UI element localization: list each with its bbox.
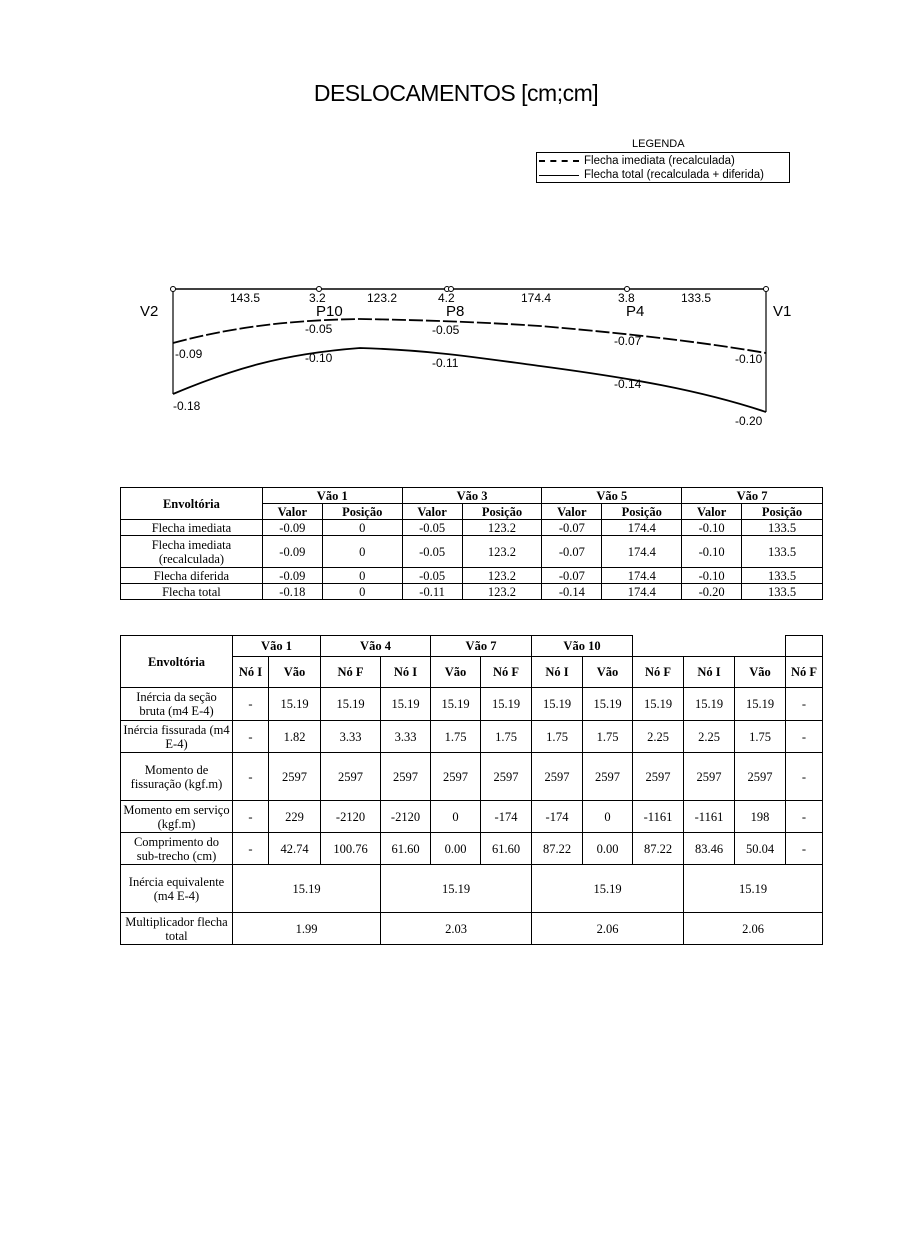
table-cell: 133.5 xyxy=(742,568,823,584)
row-label: Flecha diferida xyxy=(121,568,263,584)
table-cell: 2.03 xyxy=(381,913,532,945)
table-cell: 15.19 xyxy=(381,688,431,721)
table-cell: 2597 xyxy=(583,753,633,801)
table-cell: -0.10 xyxy=(682,568,742,584)
table-cell: 0.00 xyxy=(583,833,633,865)
deflection-value: -0.09 xyxy=(175,347,203,361)
table-cell: 87.22 xyxy=(633,833,684,865)
table-cell: -0.05 xyxy=(402,568,462,584)
legend xyxy=(536,152,790,183)
table-subheader: Nó F xyxy=(481,657,532,688)
table-cell: 15.19 xyxy=(735,688,786,721)
table-cell: 198 xyxy=(735,801,786,833)
table-cell: -0.18 xyxy=(262,584,322,600)
support-marker-v2 xyxy=(171,287,176,292)
table-cell: -1161 xyxy=(633,801,684,833)
table-subheader: Posição xyxy=(742,504,823,520)
table-cell: 2.06 xyxy=(684,913,823,945)
table-body xyxy=(121,520,823,600)
table-cell: 123.2 xyxy=(462,568,542,584)
table-row xyxy=(121,536,823,568)
table-cell: 42.74 xyxy=(269,833,321,865)
table-header-span: Vão 1 xyxy=(262,488,402,504)
table-cell: -174 xyxy=(532,801,583,833)
table-cell: 2597 xyxy=(431,753,481,801)
table-cell: 15.19 xyxy=(684,688,735,721)
table-cell: 0 xyxy=(431,801,481,833)
span-label: 133.5 xyxy=(681,291,712,305)
deflection-value: -0.07 xyxy=(614,334,642,348)
table-cell: 15.19 xyxy=(532,865,684,913)
deflection-value: -0.18 xyxy=(173,399,201,413)
table-cell: -2120 xyxy=(321,801,381,833)
table-cell: 133.5 xyxy=(742,584,823,600)
table-subheader: Vão xyxy=(583,657,633,688)
table-subheader: Posição xyxy=(322,504,402,520)
table-subheader: Vão xyxy=(269,657,321,688)
table-header-span: Vão 10 xyxy=(532,636,633,657)
row-label: Comprimento do sub-trecho (cm) xyxy=(121,833,233,865)
deflection-value: -0.11 xyxy=(432,356,459,370)
deflection-value: -0.20 xyxy=(735,414,763,428)
table-cell: -0.05 xyxy=(402,536,462,568)
table-cell: 2597 xyxy=(321,753,381,801)
table-header-envoltoria: Envoltória xyxy=(121,488,263,520)
table-subheader: Posição xyxy=(602,504,682,520)
empty-cell xyxy=(633,636,684,657)
table-subheader: Nó F xyxy=(786,657,823,688)
table-cell: 15.19 xyxy=(684,865,823,913)
table-row xyxy=(121,688,823,721)
table-cell: 15.19 xyxy=(381,865,532,913)
table-cell: -0.14 xyxy=(542,584,602,600)
table-cell: 100.76 xyxy=(321,833,381,865)
table-cell: -2120 xyxy=(381,801,431,833)
table-cell: -0.10 xyxy=(682,520,742,536)
table-cell: 3.33 xyxy=(381,721,431,753)
table-cell: -1161 xyxy=(684,801,735,833)
table-cell: - xyxy=(786,801,823,833)
table-cell: 133.5 xyxy=(742,520,823,536)
table-cell: - xyxy=(786,721,823,753)
table-cell: 1.82 xyxy=(269,721,321,753)
table-cell: 15.19 xyxy=(233,865,381,913)
table-cell: 87.22 xyxy=(532,833,583,865)
table-cell: -0.09 xyxy=(262,568,322,584)
support-label-v1: V1 xyxy=(773,303,792,320)
row-label: Inércia da seção bruta (m4 E-4) xyxy=(121,688,233,721)
deflection-summary-table xyxy=(120,487,823,600)
table-cell: 2597 xyxy=(735,753,786,801)
table-row xyxy=(121,865,823,913)
table-cell: - xyxy=(786,753,823,801)
total-deflection-curve xyxy=(173,348,766,412)
table-cell: 1.75 xyxy=(532,721,583,753)
table-row xyxy=(121,801,823,833)
support-label-v2: V2 xyxy=(140,303,159,320)
table-cell: -0.09 xyxy=(262,520,322,536)
row-label: Flecha imediata xyxy=(121,520,263,536)
table-cell: 0 xyxy=(322,584,402,600)
table-body xyxy=(121,688,823,945)
table-cell: 61.60 xyxy=(481,833,532,865)
span-label: 123.2 xyxy=(367,291,398,305)
table-subheader: Nó I xyxy=(233,657,269,688)
legend-immediate-label: Flecha imediata (recalculada) xyxy=(584,155,735,167)
table-cell: 2597 xyxy=(381,753,431,801)
table-cell: 61.60 xyxy=(381,833,431,865)
table-row xyxy=(121,721,823,753)
table-cell: -0.11 xyxy=(402,584,462,600)
immediate-deflection-curve xyxy=(173,319,766,353)
solid-line-icon xyxy=(539,175,579,176)
dashed-line-icon xyxy=(539,160,579,162)
table-row xyxy=(121,584,823,600)
deflection-value: -0.05 xyxy=(305,322,333,336)
table-cell: -174 xyxy=(481,801,532,833)
table-cell: 2.06 xyxy=(532,913,684,945)
deflection-diagram xyxy=(0,280,900,440)
table-subheader: Valor xyxy=(402,504,462,520)
table-subheader: Nó I xyxy=(381,657,431,688)
table-cell: 174.4 xyxy=(602,520,682,536)
table-cell: 15.19 xyxy=(431,688,481,721)
table-subheader: Valor xyxy=(262,504,322,520)
table-cell: 3.33 xyxy=(321,721,381,753)
table-cell: 2597 xyxy=(532,753,583,801)
legend-item-immediate xyxy=(539,154,735,168)
table-cell: 15.19 xyxy=(532,688,583,721)
table-cell: - xyxy=(233,801,269,833)
table-cell: 229 xyxy=(269,801,321,833)
row-label: Momento de fissuração (kgf.m) xyxy=(121,753,233,801)
row-label: Flecha total xyxy=(121,584,263,600)
width-label: 4.2 xyxy=(438,291,455,305)
table-header-span: Vão 7 xyxy=(682,488,823,504)
table-cell: 174.4 xyxy=(602,568,682,584)
table-cell: - xyxy=(233,688,269,721)
table-cell: 15.19 xyxy=(633,688,684,721)
table-cell: 15.19 xyxy=(269,688,321,721)
support-label-p4: P4 xyxy=(626,303,645,320)
deflection-value: -0.05 xyxy=(432,323,460,337)
table-cell: -0.07 xyxy=(542,568,602,584)
table-cell: 0 xyxy=(322,536,402,568)
table-cell: 0 xyxy=(583,801,633,833)
table-cell: 2.25 xyxy=(633,721,684,753)
table-cell: 123.2 xyxy=(462,536,542,568)
table-cell: - xyxy=(786,688,823,721)
table-header-span: Vão 3 xyxy=(402,488,542,504)
table-row xyxy=(121,568,823,584)
table-cell: 1.75 xyxy=(583,721,633,753)
empty-cell xyxy=(684,636,735,657)
deflection-value: -0.14 xyxy=(614,377,642,391)
row-label: Flecha imediata (recalculada) xyxy=(121,536,263,568)
legend-title: LEGENDA xyxy=(632,138,685,150)
table-row xyxy=(121,520,823,536)
table-cell: 2.25 xyxy=(684,721,735,753)
table-subheader: Vão xyxy=(431,657,481,688)
table-cell: -0.20 xyxy=(682,584,742,600)
table-cell: 1.75 xyxy=(431,721,481,753)
table-subheader: Nó I xyxy=(684,657,735,688)
inertia-table xyxy=(120,635,823,945)
table-cell: 1.75 xyxy=(735,721,786,753)
table-cell: -0.10 xyxy=(682,536,742,568)
table-cell: - xyxy=(233,721,269,753)
table-cell: 133.5 xyxy=(742,536,823,568)
table-cell: 174.4 xyxy=(602,584,682,600)
table-subheader: Valor xyxy=(542,504,602,520)
table-header-envoltoria: Envoltória xyxy=(121,636,233,688)
table-cell: 1.99 xyxy=(233,913,381,945)
table-cell: 0.00 xyxy=(431,833,481,865)
deflection-value: -0.10 xyxy=(735,352,763,366)
empty-cell xyxy=(735,636,786,657)
table-cell: 15.19 xyxy=(481,688,532,721)
table-subheader: Vão xyxy=(735,657,786,688)
support-marker-v1 xyxy=(764,287,769,292)
legend-item-total xyxy=(539,168,764,182)
table-cell: 123.2 xyxy=(462,520,542,536)
table-subheader: Nó F xyxy=(321,657,381,688)
table-cell: 15.19 xyxy=(321,688,381,721)
page-title: DESLOCAMENTOS [cm;cm] xyxy=(313,80,599,106)
row-label: Multiplicador flecha total xyxy=(121,913,233,945)
table-header-span: Vão 4 xyxy=(321,636,431,657)
table-cell: - xyxy=(233,833,269,865)
table-header-span: Vão 1 xyxy=(233,636,321,657)
table-cell: 83.46 xyxy=(684,833,735,865)
row-label: Inércia equivalente (m4 E-4) xyxy=(121,865,233,913)
width-label: 3.8 xyxy=(618,291,635,305)
table-subheader: Valor xyxy=(682,504,742,520)
table-cell: - xyxy=(786,833,823,865)
table-header-span: Vão 7 xyxy=(431,636,532,657)
table-cell: 2597 xyxy=(269,753,321,801)
table-cell: -0.07 xyxy=(542,536,602,568)
table-cell: 0 xyxy=(322,568,402,584)
span-label: 174.4 xyxy=(521,291,552,305)
table-cell: -0.09 xyxy=(262,536,322,568)
deflection-value: -0.10 xyxy=(305,351,333,365)
table-cell: 174.4 xyxy=(602,536,682,568)
table-row xyxy=(121,753,823,801)
row-label: Inércia fissurada (m4 E-4) xyxy=(121,721,233,753)
width-label: 3.2 xyxy=(309,291,326,305)
table-row xyxy=(121,833,823,865)
table-cell: 2597 xyxy=(481,753,532,801)
table-cell: 0 xyxy=(322,520,402,536)
support-label-p10: P10 xyxy=(316,303,343,320)
row-label: Momento em serviço (kgf.m) xyxy=(121,801,233,833)
table-cell: 2597 xyxy=(633,753,684,801)
table-cell: 15.19 xyxy=(583,688,633,721)
table-cell: 2597 xyxy=(684,753,735,801)
table-cell: -0.07 xyxy=(542,520,602,536)
table-row xyxy=(121,913,823,945)
table-cell: - xyxy=(233,753,269,801)
span-label: 143.5 xyxy=(230,291,261,305)
table-header-span: Vão 5 xyxy=(542,488,682,504)
table-subheader: Nó I xyxy=(532,657,583,688)
table-cell: 50.04 xyxy=(735,833,786,865)
table-cell: -0.05 xyxy=(402,520,462,536)
legend-total-label: Flecha total (recalculada + diferida) xyxy=(584,169,764,181)
table-cell: 1.75 xyxy=(481,721,532,753)
table-subheader: Posição xyxy=(462,504,542,520)
support-label-p8: P8 xyxy=(446,303,465,320)
empty-cell xyxy=(786,636,823,657)
table-subheader: Nó F xyxy=(633,657,684,688)
table-cell: 123.2 xyxy=(462,584,542,600)
